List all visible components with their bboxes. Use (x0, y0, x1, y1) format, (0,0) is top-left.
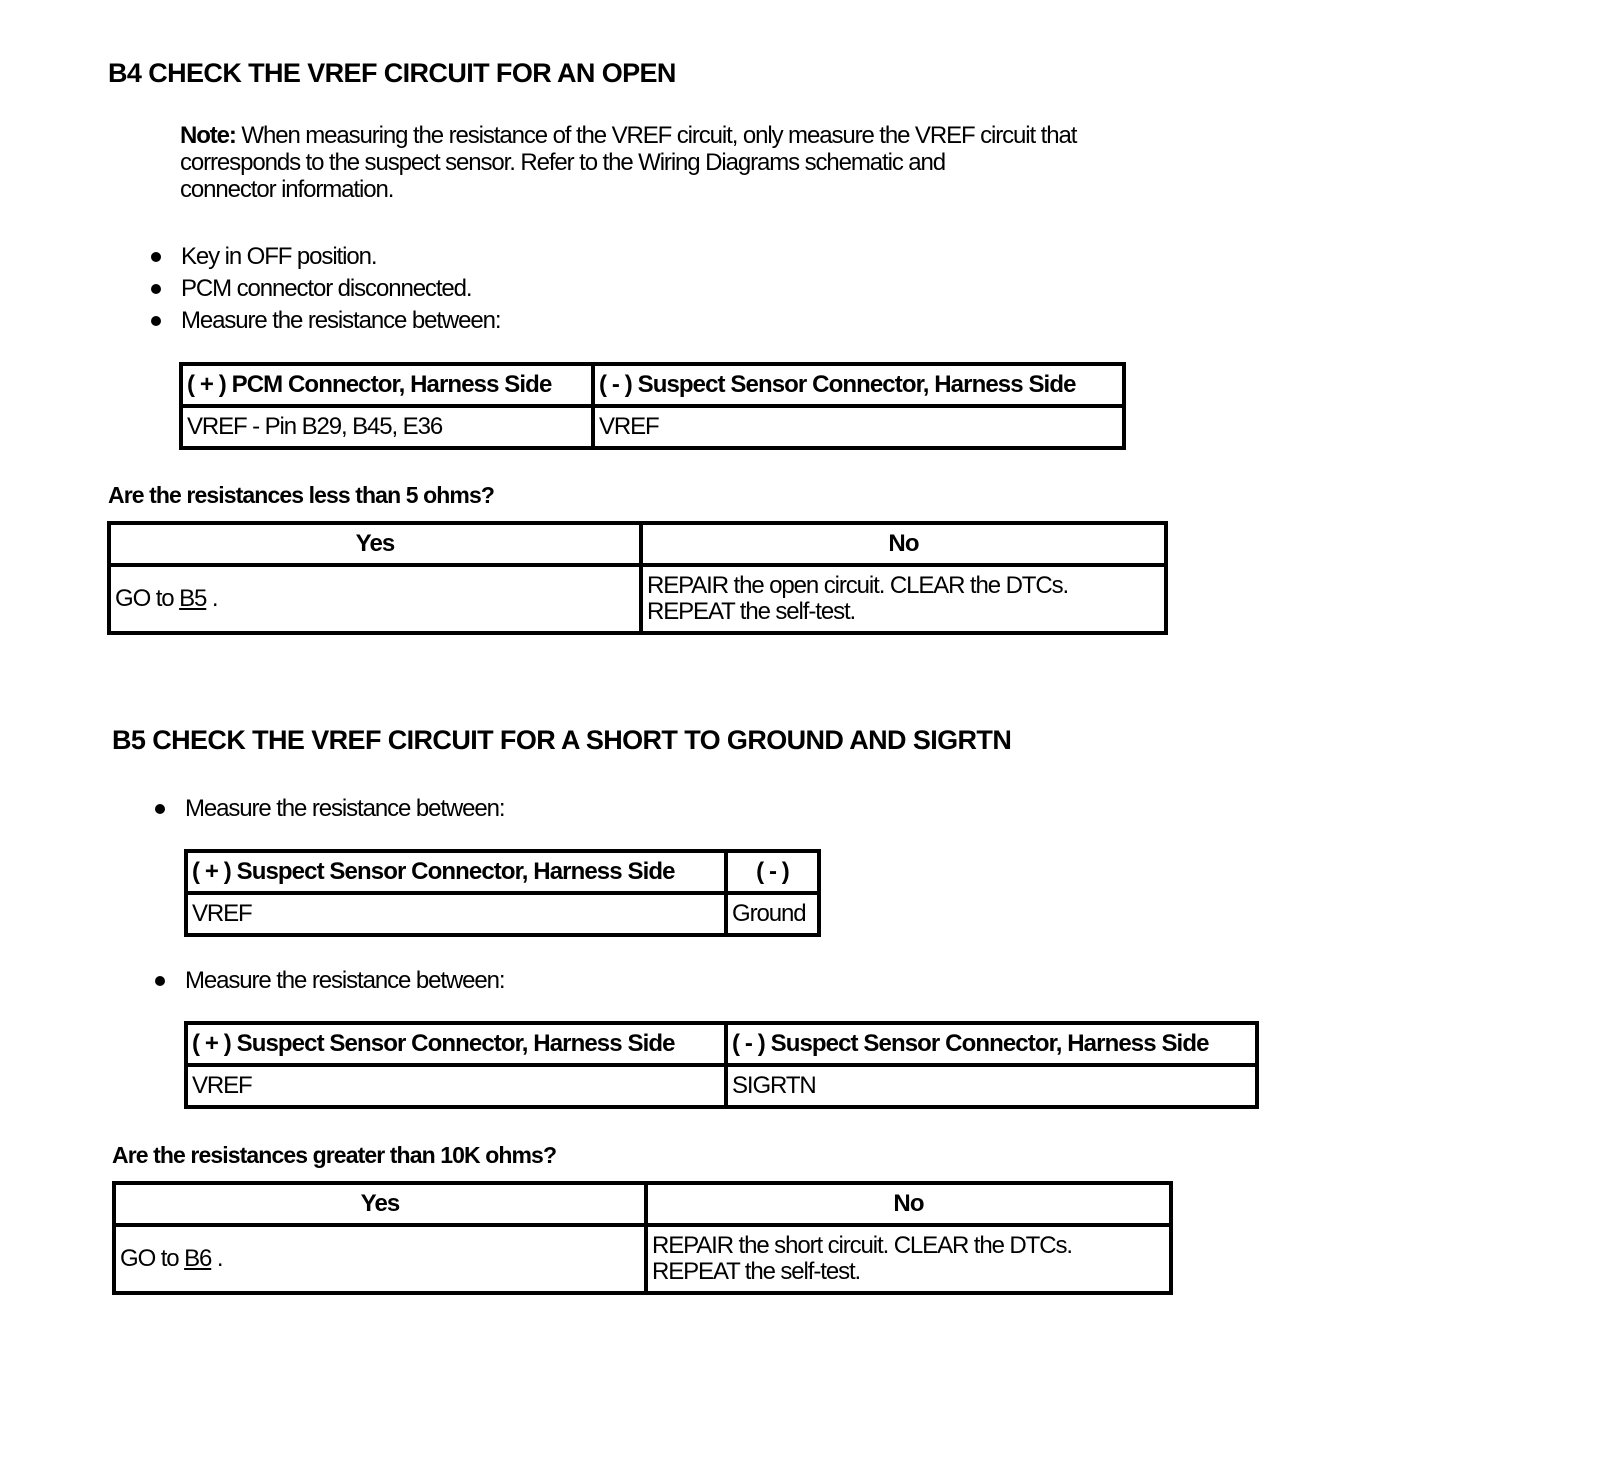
table-cell: VREF (186, 893, 726, 935)
table-header: ( - ) Suspect Sensor Connector, Harness Side (726, 1023, 1257, 1065)
question: Are the resistances greater than 10K ohms? (112, 1142, 557, 1168)
yes-suffix: . (211, 1245, 223, 1272)
section-title-b5: B5 CHECK THE VREF CIRCUIT FOR A SHORT TO GROUND AND SIGRTN (112, 725, 1012, 755)
no-text: REPEAT the self-test. (652, 1258, 861, 1285)
note-line: corresponds to the suspect sensor. Refer to the Wiring Diagrams schematic and (180, 149, 946, 176)
table-cell: SIGRTN (726, 1065, 1257, 1107)
list-item (151, 275, 471, 302)
note-block (180, 122, 1076, 203)
bullet-icon (155, 976, 165, 986)
list-item (151, 243, 376, 270)
table-cell: VREF - Pin B29, B45, E36 (181, 406, 593, 448)
no-text: REPAIR the open circuit. CLEAR the DTCs. (647, 572, 1069, 599)
list-item-text: Measure the resistance between: (185, 967, 505, 994)
table-cell: VREF (186, 1065, 726, 1107)
bullet-icon (151, 284, 161, 294)
no-text: REPEAT the self-test. (647, 598, 856, 625)
table-cell: Ground (726, 893, 819, 935)
note-line: When measuring the resistance of the VREF circuit, only measure the VREF circuit that (235, 122, 1077, 149)
no-text: REPAIR the short circuit. CLEAR the DTCs. (652, 1232, 1072, 1259)
list-item (155, 967, 504, 994)
table-header: ( - ) (726, 851, 819, 893)
b4-answer-table (107, 521, 1168, 635)
b4-measure-table (179, 362, 1126, 450)
table-header: ( - ) Suspect Sensor Connector, Harness Side (593, 364, 1124, 406)
yes-suffix: . (206, 585, 218, 612)
note-label: Note: (180, 122, 236, 149)
yes-cell (109, 565, 641, 633)
table-cell: VREF (593, 406, 1124, 448)
bullet-icon (151, 252, 161, 262)
list-item (155, 795, 504, 822)
table-header: ( + ) Suspect Sensor Connector, Harness Side (186, 1023, 726, 1065)
bullet-icon (155, 804, 165, 814)
b5-ground-table (184, 849, 821, 937)
list-item (151, 307, 500, 334)
table-header-yes: Yes (109, 523, 641, 565)
yes-cell (114, 1225, 646, 1293)
b5-answer-table (112, 1181, 1173, 1295)
section-title-b4: B4 CHECK THE VREF CIRCUIT FOR AN OPEN (108, 58, 676, 88)
yes-text: GO to (115, 585, 180, 612)
no-cell (641, 565, 1166, 633)
link-b6[interactable]: B6 (184, 1245, 212, 1272)
table-header-no: No (646, 1183, 1171, 1225)
table-header: ( + ) Suspect Sensor Connector, Harness Side (186, 851, 726, 893)
bullet-icon (151, 316, 161, 326)
link-b5[interactable]: B5 (179, 585, 207, 612)
list-item-text: Measure the resistance between: (181, 307, 501, 334)
no-cell (646, 1225, 1171, 1293)
question: Are the resistances less than 5 ohms? (108, 482, 494, 508)
list-item-text: Key in OFF position. (181, 243, 377, 270)
b5-sigrtn-table (184, 1021, 1259, 1109)
table-header-yes: Yes (114, 1183, 646, 1225)
list-item-text: PCM connector disconnected. (181, 275, 472, 302)
list-item-text: Measure the resistance between: (185, 795, 505, 822)
yes-text: GO to (120, 1245, 185, 1272)
table-header: ( + ) PCM Connector, Harness Side (181, 364, 593, 406)
note-line: connector information. (180, 176, 394, 203)
table-header-no: No (641, 523, 1166, 565)
